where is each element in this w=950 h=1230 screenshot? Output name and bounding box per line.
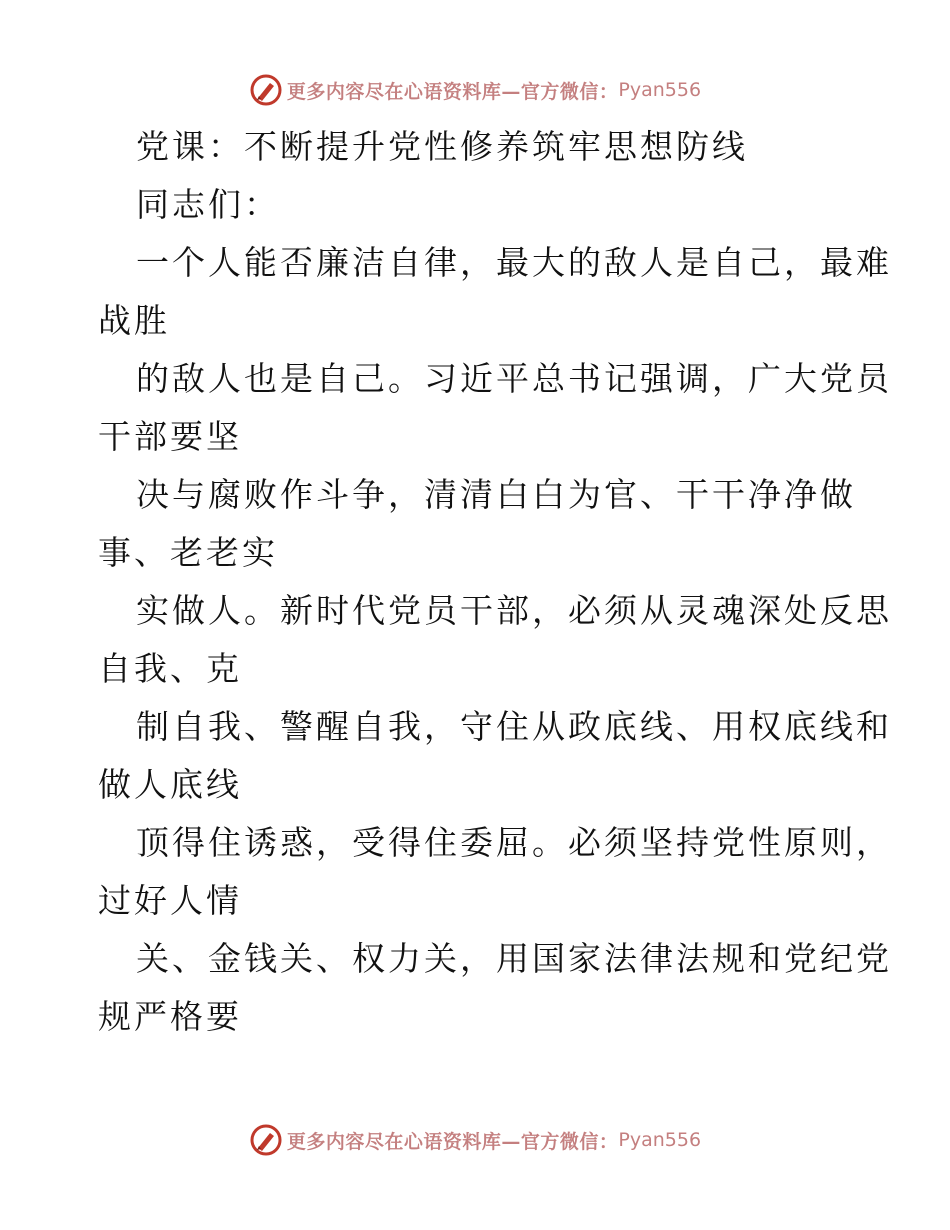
paragraph-line: 干部要坚 bbox=[98, 417, 242, 456]
paragraph-line: 事、老老实 bbox=[98, 533, 278, 572]
header-banner bbox=[0, 70, 950, 110]
paragraph-line: 规严格要 bbox=[98, 997, 242, 1036]
header-banner-id: Pyan556 bbox=[618, 79, 702, 101]
paragraph-line: 一个人能否廉洁自律，最大的敌人是自己，最难 bbox=[136, 243, 892, 282]
footer-banner-text: 更多内容尽在心语资料库—官方微信： bbox=[286, 1130, 619, 1153]
paragraph-line: 战胜 bbox=[98, 301, 170, 340]
document-body bbox=[98, 118, 892, 1046]
document-title: 党课：不断提升党性修养筑牢思想防线 bbox=[136, 127, 748, 166]
paragraph-line: 做人底线 bbox=[98, 765, 242, 804]
header-banner-text: 更多内容尽在心语资料库—官方微信： bbox=[286, 80, 619, 103]
paragraph-line: 关、金钱关、权力关，用国家法律法规和党纪党 bbox=[136, 939, 892, 978]
paragraph-line: 顶得住诱惑，受得住委屈。必须坚持党性原则， bbox=[136, 823, 892, 862]
pen-circle-logo bbox=[249, 73, 283, 107]
paragraph-line: 制自我、警醒自我，守住从政底线、用权底线和 bbox=[136, 707, 892, 746]
pen-circle-logo bbox=[249, 1123, 283, 1157]
paragraph-line: 决与腐败作斗争，清清白白为官、干干净净做 bbox=[136, 475, 856, 514]
paragraph-line: 的敌人也是自己。习近平总书记强调，广大党员 bbox=[136, 359, 892, 398]
footer-banner bbox=[0, 1120, 950, 1160]
salutation: 同志们： bbox=[136, 185, 280, 224]
paragraph-line: 实做人。新时代党员干部，必须从灵魂深处反思 bbox=[136, 591, 892, 630]
footer-banner-id: Pyan556 bbox=[618, 1129, 702, 1151]
paragraph-line: 自我、克 bbox=[98, 649, 242, 688]
paragraph-line: 过好人情 bbox=[98, 881, 242, 920]
